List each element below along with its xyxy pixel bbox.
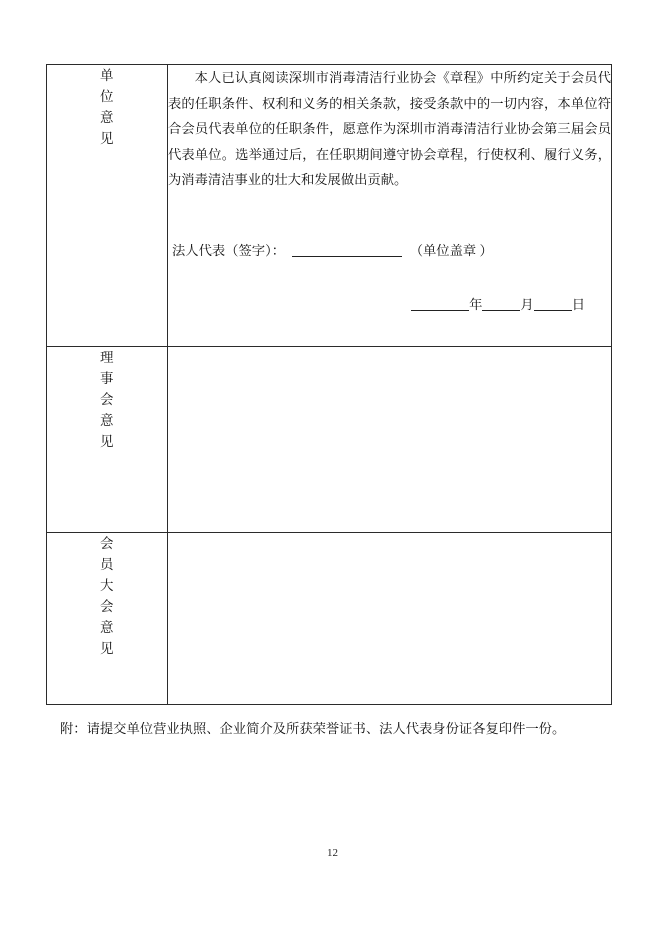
label-char: 会 [100, 536, 114, 551]
signature-row [168, 239, 611, 263]
row-content-general-assembly-opinion[interactable] [168, 533, 612, 705]
label-char: 单 [100, 68, 114, 83]
label-char: 见 [100, 131, 114, 146]
row-content-council-opinion[interactable] [168, 347, 612, 533]
label-char: 见 [100, 434, 114, 449]
label-char: 意 [100, 620, 114, 635]
company-seal-label: （单位盖章 ） [409, 242, 493, 258]
opinions-form-table [46, 64, 612, 705]
date-row [168, 293, 611, 317]
table-row-general-assembly-opinion [47, 533, 612, 705]
label-char: 大 [100, 578, 114, 593]
label-char: 会 [100, 599, 114, 614]
label-char: 意 [100, 413, 114, 428]
vertical-label-text [100, 65, 114, 149]
date-month-blank[interactable] [482, 310, 520, 311]
table-row-council-opinion [47, 347, 612, 533]
row-content-unit-opinion [168, 65, 612, 347]
label-char: 会 [100, 392, 114, 407]
attachment-note: 附：请提交单位营业执照、企业简介及所获荣誉证书、法人代表身份证各复印件一份。 [60, 721, 566, 736]
date-year-blank[interactable] [411, 310, 469, 311]
label-char: 理 [100, 350, 114, 365]
date-day-blank[interactable] [534, 310, 572, 311]
signature-blank-line[interactable] [292, 256, 402, 257]
label-char: 意 [100, 110, 114, 125]
label-char: 见 [100, 641, 114, 656]
row-label-general-assembly-opinion [47, 533, 168, 705]
unit-opinion-paragraph: 本人已认真阅读深圳市消毒清洁行业协会《章程》中所约定关于会员代表的任职条件、权利和义务的相关条款，接受条款中的一切内容，本单位符合会员代表单位的任职条件，愿意作为深圳市消毒清洁行业协会第三届会员代表单位。选举通过后，在任职期间遵守协会章程，行使权利、履行义务，为消毒清洁事业的壮大和发展做出贡献。 [168, 70, 611, 187]
label-char: 员 [100, 557, 114, 572]
row-label-unit-opinion [47, 65, 168, 347]
table-row-unit-opinion [47, 65, 612, 347]
row-label-council-opinion [47, 347, 168, 533]
legal-representative-label: 法人代表（签字）： [172, 242, 286, 258]
vertical-label-text [100, 347, 114, 452]
vertical-label-text [100, 533, 114, 659]
page-number: 12 [327, 847, 338, 859]
date-day-label: 日 [571, 296, 585, 312]
date-year-label: 年 [469, 296, 483, 312]
date-month-label: 月 [520, 296, 534, 312]
label-char: 事 [100, 371, 114, 386]
label-char: 位 [100, 89, 114, 104]
